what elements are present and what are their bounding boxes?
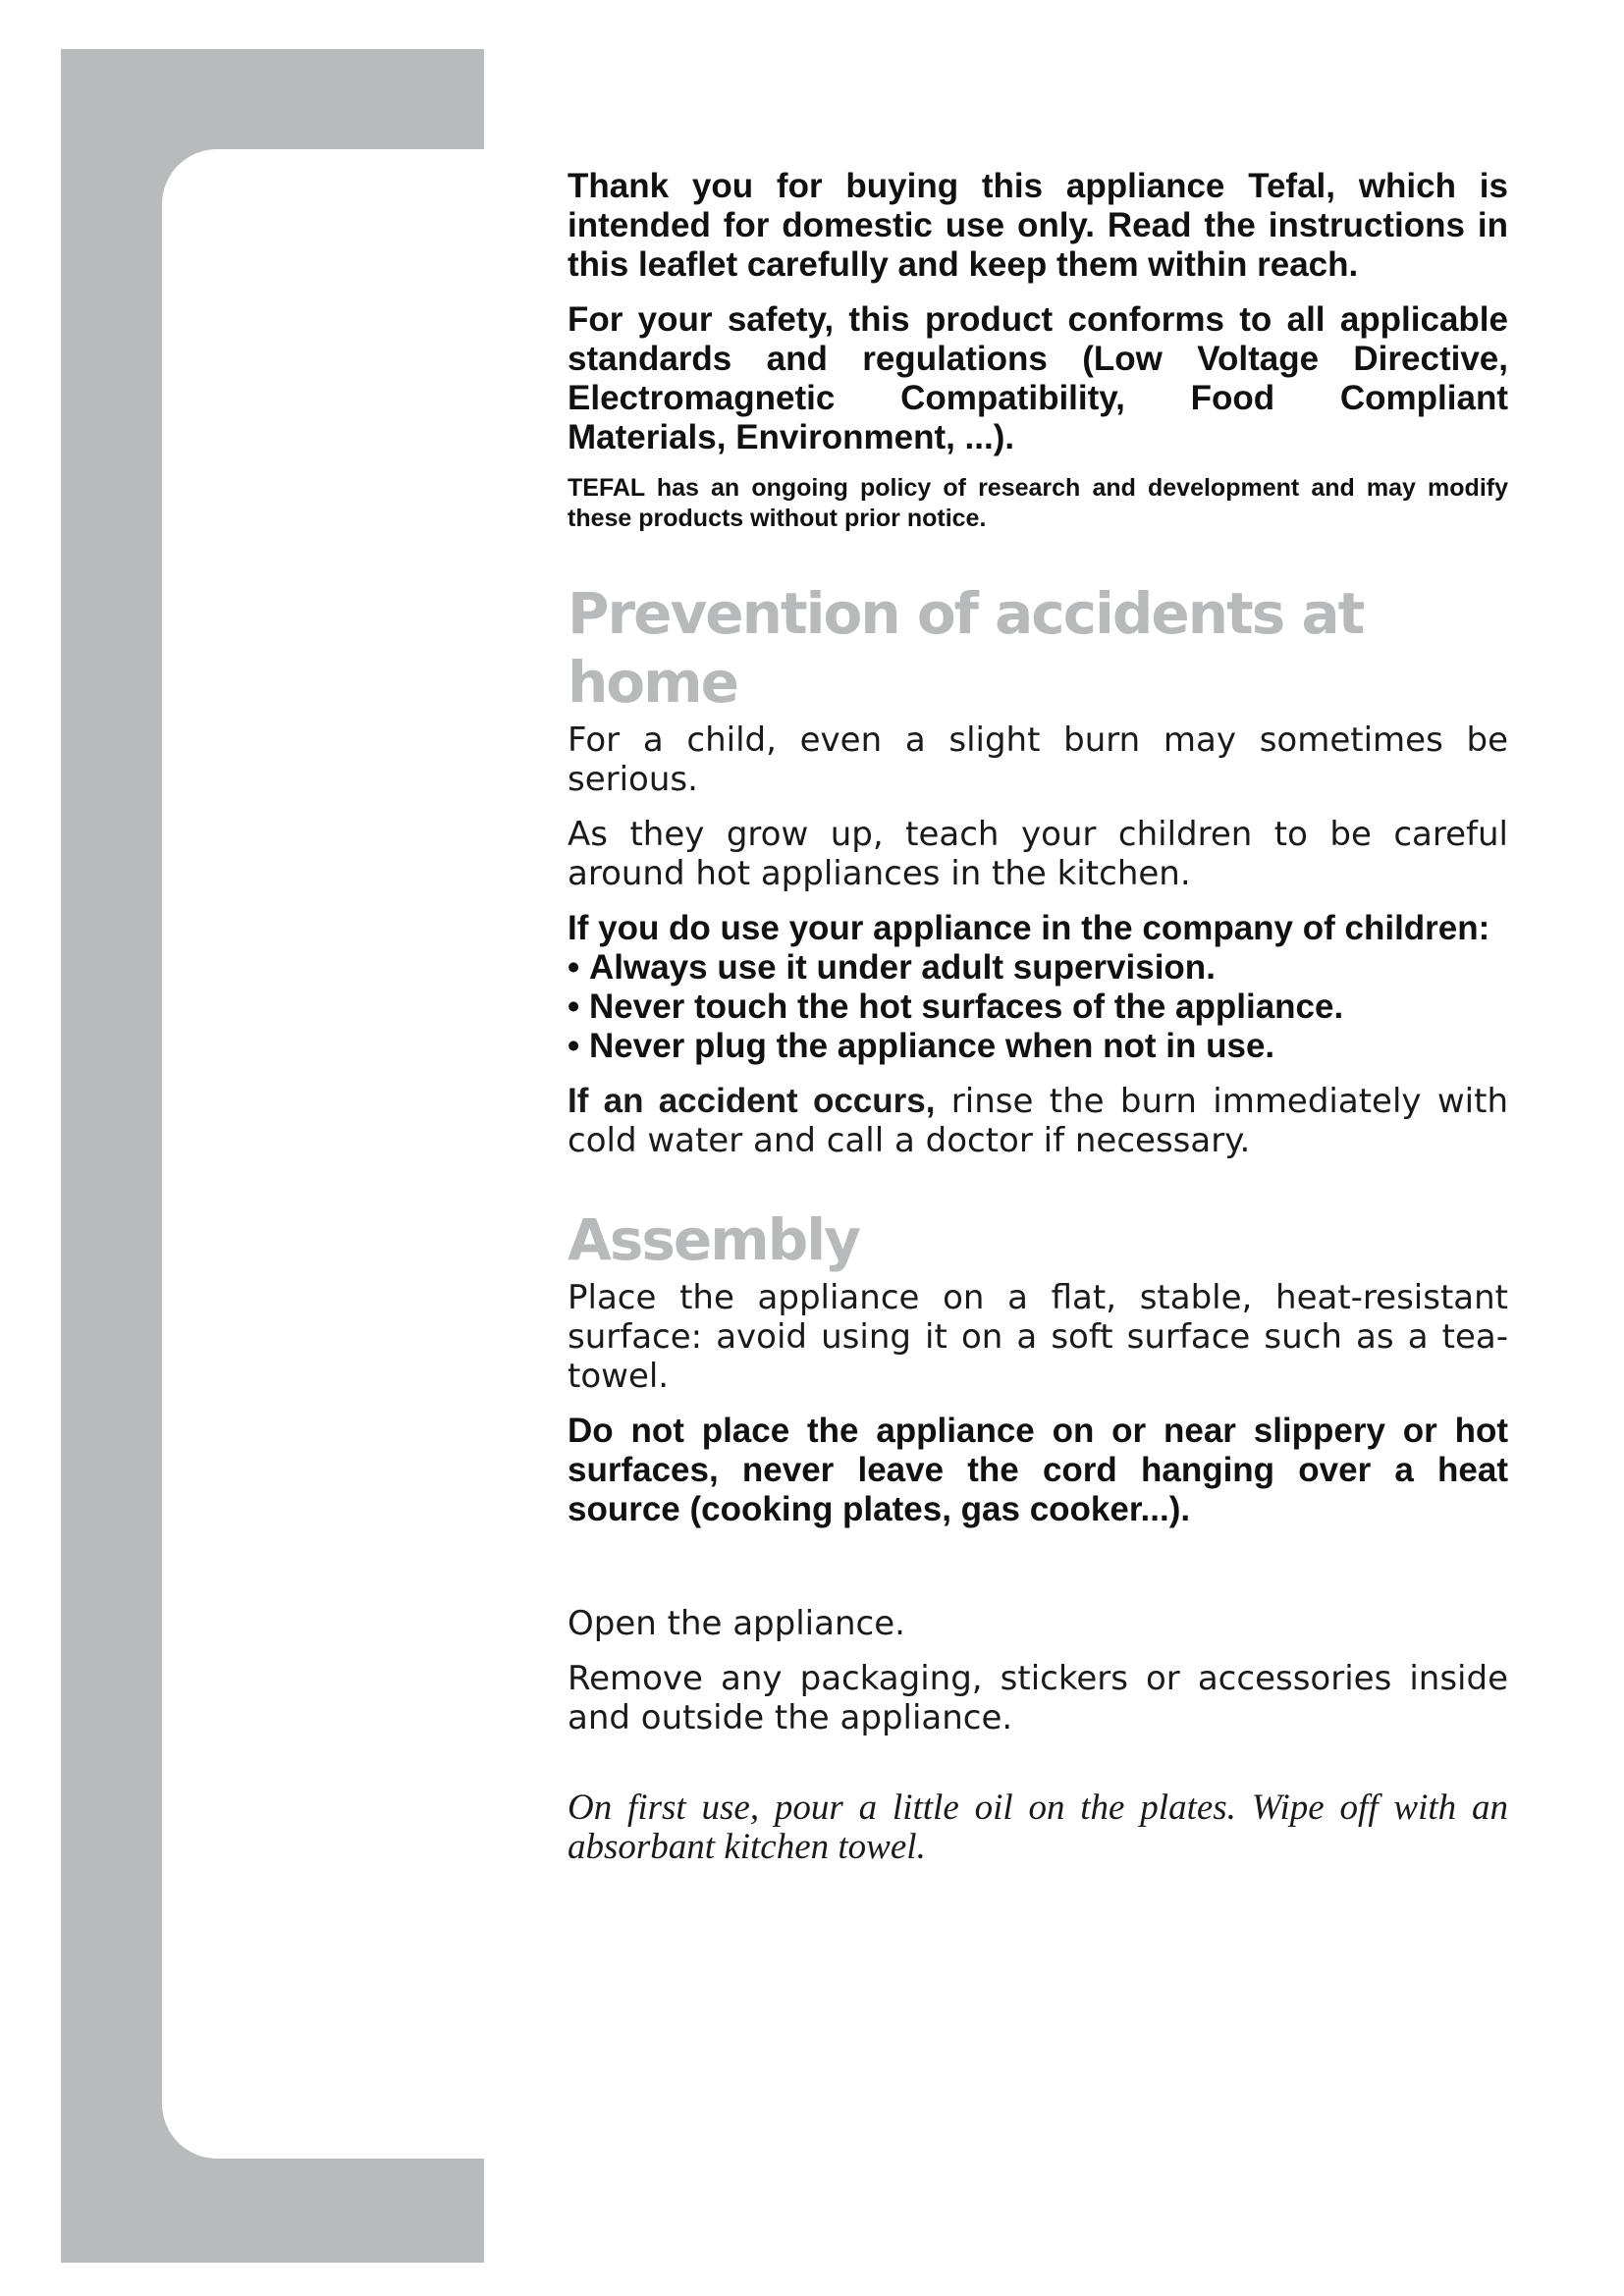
first-use-note: On first use, pour a little oil on the plates. Wipe off with an absorbant kitchen towel.	[568, 1788, 1508, 1867]
side-frame-inner-cutout	[162, 149, 486, 2159]
list-item: • Never plug the appliance when not in use.	[568, 1027, 1508, 1066]
accident-instructions: rinse the burn immediately with cold water and call a doctor if necessary.	[568, 1082, 1508, 1160]
accident-paragraph	[568, 1082, 1508, 1160]
children-heading: If you do use your appliance in the company of children:	[568, 909, 1490, 947]
prevention-paragraph-2: As they grow up, teach your children to be careful around hot appliances in the kitchen.	[568, 815, 1508, 893]
assembly-title: Assembly	[568, 1206, 859, 1273]
intro-paragraph-1: Thank you for buying this appliance Tefal, which is intended for domestic use only. Read the instructions in this leaflet carefully and keep them within reach.	[568, 167, 1508, 284]
list-item: • Always use it under adult supervision.	[568, 948, 1508, 988]
intro-paragraph-2: For your safety, this product conforms to all applicable standards and regulations (Low Voltage Directive, Electromagnetic Compatibility, Food Compliant Materials, Environment, ...).	[568, 300, 1508, 456]
remove-packaging-text: Remove any packaging, stickers or accessories inside and outside the appliance.	[568, 1659, 1508, 1737]
safety-bullet-list	[568, 948, 1508, 1066]
research-note: TEFAL has an ongoing policy of research and development and may modify these products without prior notice.	[568, 474, 1508, 532]
list-item: • Never touch the hot surfaces of the appliance.	[568, 988, 1508, 1027]
page-content	[568, 167, 1508, 1867]
prevention-title: Prevention of accidents at home	[568, 580, 1364, 716]
open-appliance-text: Open the appliance.	[568, 1604, 905, 1643]
assembly-paragraph-1: Place the appliance on a flat, stable, heat-resistant surface: avoid using it on a soft surface such as a tea-towel.	[568, 1278, 1508, 1396]
prevention-paragraph-1: For a child, even a slight burn may sometimes be serious.	[568, 721, 1508, 799]
assembly-warning: Do not place the appliance on or near slippery or hot surfaces, never leave the cord hanging over a heat source (cooking plates, gas cooker...).	[568, 1412, 1508, 1528]
accident-lead: If an accident occurs,	[568, 1082, 936, 1120]
